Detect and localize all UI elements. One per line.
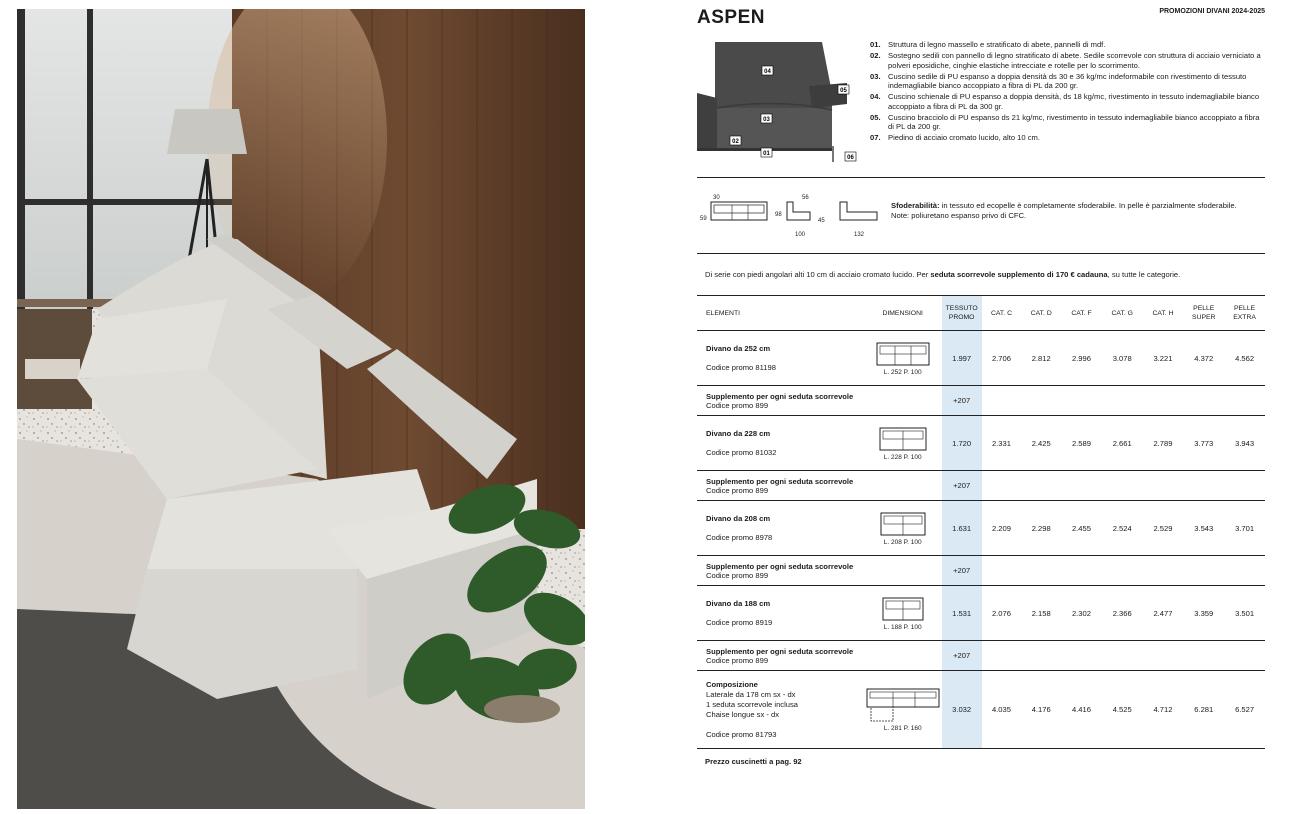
dimension-drawings <box>697 190 887 240</box>
label-05: 05 <box>840 88 847 94</box>
section-label: PROMOZIONI DIVANI 2024-2025 <box>1159 8 1265 15</box>
price-page <box>697 0 1265 814</box>
standard-features: Di serie con piedi angolari alti 10 cm di acciaio cromato lucido. Per seduta scorrevole supplemento di 170 € cadauna, su tutte le categorie. <box>705 270 1181 279</box>
spec-item: 01. Struttura di legno massello e stratificato di abete, pannelli di mdf. <box>870 40 1106 49</box>
table-row: Divano da 208 cm Codice promo 8978 L. 208 P. 100 1.631 2.209 2.298 2.455 2.524 2.529 3.543 3.701 <box>697 501 1265 556</box>
dim-98: 98 <box>775 212 782 218</box>
dim-30: 30 <box>713 195 720 201</box>
spec-item: 05. Cuscino bracciolo di PU espanso ds 21 kg/mc, rivestimento in tessuto indemagliabile bianco accoppiato a fibra di PL da 200 gr. <box>870 112 1260 132</box>
table-row: Supplemento per ogni seduta scorrevole Codice promo 899 +207 <box>697 641 1265 671</box>
table-row: Divano da 188 cm Codice promo 8919 L. 188 P. 100 1.531 2.076 2.158 2.302 2.366 2.477 3.359 3.501 <box>697 586 1265 641</box>
spec-item: 02. Sostegno sedili con pannello di legno stratificato di abete. Sedile scorrevole con struttura di acciaio verniciato a polveri eposidiche, cinghie elastiche intrecciate e rotelle per lo scorrimento. <box>870 50 1261 70</box>
dim-45: 45 <box>818 218 825 224</box>
label-02: 02 <box>732 139 739 145</box>
divider <box>697 177 1265 178</box>
dim-56: 56 <box>802 195 809 201</box>
table-row: Supplemento per ogni seduta scorrevole Codice promo 899 +207 <box>697 386 1265 416</box>
divider <box>697 253 1265 254</box>
detail-image <box>697 38 860 163</box>
spec-item: 04. Cuscino schienale di PU espanso a doppia densità, ds 18 kg/mc, rivestimento in tessuto indemagliabile bianco accoppiato a fibra di PL da 300 gr. <box>870 92 1260 111</box>
spec-item: 07. Piedino di acciaio cromato lucido, alto 10 cm. <box>870 133 1040 143</box>
table-header: ELEMENTI DIMENSIONI TESSUTO PROMO CAT. C CAT. D CAT. F CAT. G CAT. H PELLE SUPER PELLE EXTRA <box>697 296 1265 331</box>
table-row: Divano da 252 cm Codice promo 81198 L. 252 P. 100 1.997 2.706 2.812 2.996 3.078 3.221 4.372 4.562 <box>697 331 1265 386</box>
spec-list <box>870 40 1265 144</box>
table-row: Supplemento per ogni seduta scorrevole Codice promo 899 +207 <box>697 471 1265 501</box>
label-03: 03 <box>763 117 770 123</box>
spec-item: 03. Cuscino sedile di PU espanso a doppia densità ds 30 e 36 kg/mc indeformabile con rivestimento di tessuto indemagliabile bianco accoppiato a fibra di PL da 200 gr. <box>870 71 1247 91</box>
label-06: 06 <box>847 155 854 161</box>
product-photo <box>17 9 585 809</box>
label-04: 04 <box>764 69 771 75</box>
dim-132: 132 <box>854 232 865 238</box>
table-row: Divano da 228 cm Codice promo 81032 L. 228 P. 100 1.720 2.331 2.425 2.589 2.661 2.789 3.773 3.943 <box>697 416 1265 471</box>
cuscinetti-note: Prezzo cuscinetti a pag. 92 <box>705 757 802 766</box>
dim-100: 100 <box>795 232 806 238</box>
sfoderabilita-note: Sfoderabilità: in tessuto ed ecopelle è completamente sfoderabile. In pelle è parzialmente sfoderabile. Note: poliuretano espanso privo di CFC. <box>891 201 1237 220</box>
table-row: Supplemento per ogni seduta scorrevole Codice promo 899 +207 <box>697 556 1265 586</box>
table-row: Composizione Laterale da 178 cm sx - dx 1 seduta scorrevole inclusa Chaise longue sx - dx Codice promo 81793 L. 281 P. 160 3.032 4.035 4.176 4.416 4.525 4.712 6.281 6.527 <box>697 671 1265 749</box>
dim-59: 59 <box>700 216 707 222</box>
label-01: 01 <box>763 151 770 157</box>
product-title: ASPEN <box>697 7 765 28</box>
price-table <box>697 295 1265 749</box>
